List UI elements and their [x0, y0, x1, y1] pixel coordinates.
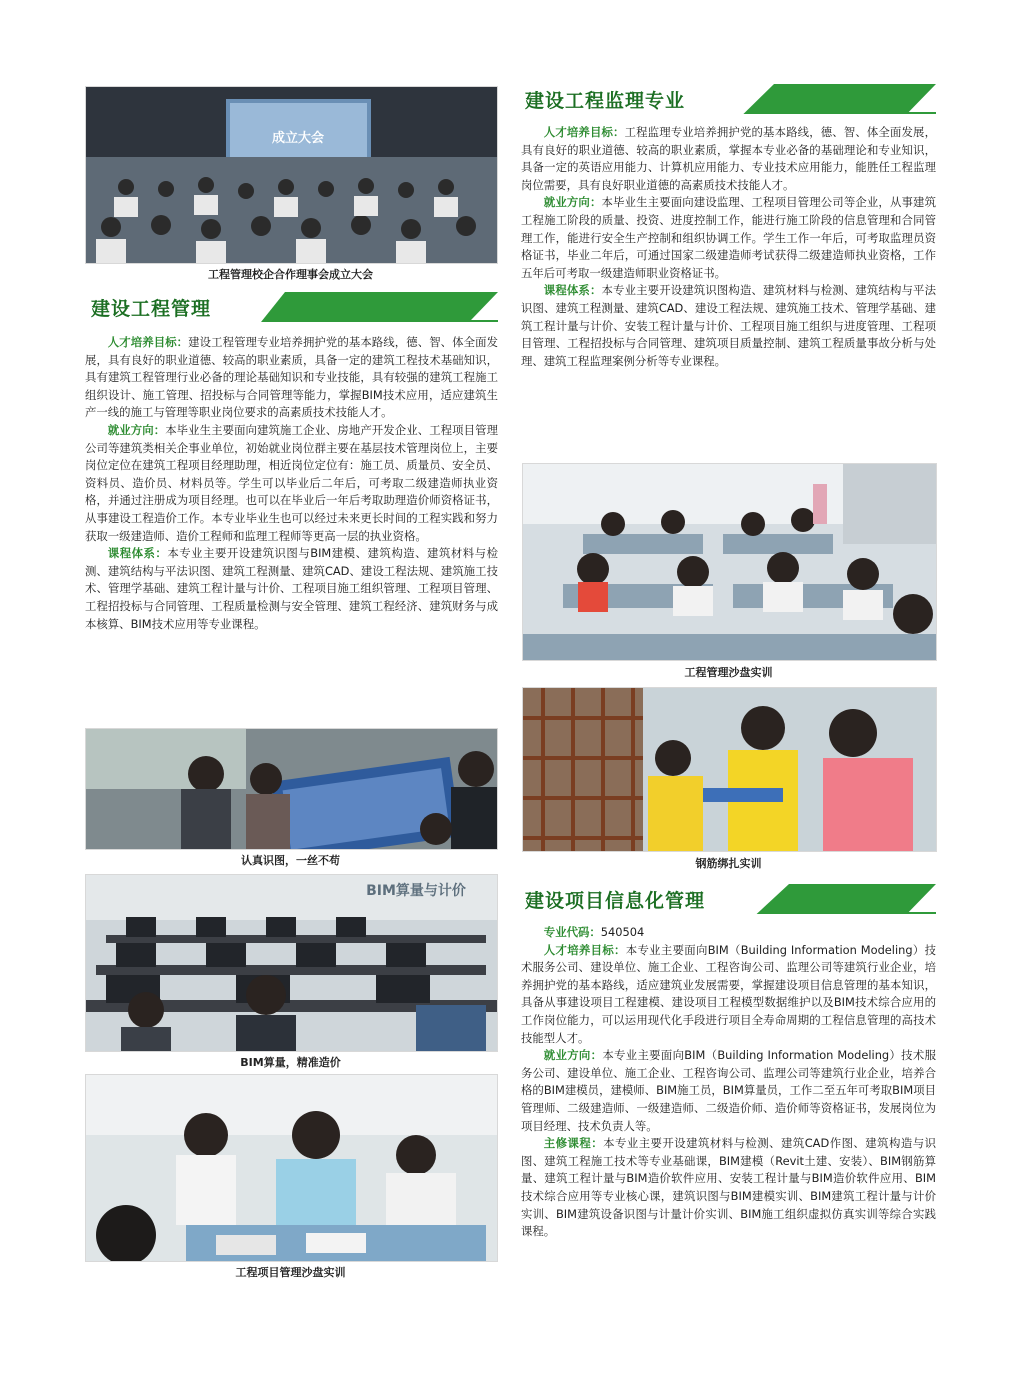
lab-wall-text: BIM算量与计价	[366, 883, 466, 899]
caption-eng-sandtable: 工程管理沙盘实训	[684, 666, 773, 679]
mgmt-job-text: 本毕业生主要面向建筑施工企业、房地产开发企业、工程项目管理公司等建筑类相关企事业单位，初始就业岗位群主要在基层技术管理岗位上，主要岗位定位在建筑工程项目经理助理，相近岗位定位有：施工员、质量员、安全员、资料员、造价员、材料员等。学生可以毕业后二年后，可考取二级建造师执业资格，并通过注册成为项目经理。也可以在毕业后一年后考取助理造价师资格证书，从事建设工程造价工作。本专业毕业生也可以经过未来更长时间的工程实践和努力获取一级建造师、造价工程师和监理工程师等更高一层的执业资格。	[85, 422, 498, 543]
photo-council-meeting	[85, 86, 498, 264]
section-header-info	[519, 884, 936, 914]
label-code: 专业代码：	[543, 925, 601, 939]
info-job-text: 本专业主要面向BIM（Building Information Modeling）技术服务公司、建设单位、施工企业、工程咨询公司、监理公司等建筑行业企业，培养合格的BIM建模员，建模师、BIM施工员，BIM算量员，工作二至五年可考取BIM项目管理师、二级建造师、一级建造师、二级造价师、造价师等资格证书，发展岗位为项目经理、技术负责人等。	[521, 1048, 936, 1133]
label-course: 课程体系：	[107, 546, 168, 561]
section-body-supervision	[521, 124, 936, 370]
caption-council-meeting: 工程管理校企合作理事会成立大会	[208, 268, 373, 281]
caption-bim-calc: BIM算量，精准造价	[240, 1056, 341, 1069]
photo-bim-lab	[85, 874, 498, 1052]
label-goal: 人才培养目标：	[543, 125, 625, 139]
label-course: 课程体系：	[543, 283, 602, 298]
info-course-text: 本专业主要开设建筑材料与检测、建筑CAD作图、建筑构造与识图、建筑工程施工技术等专业基础课，BIM建模（Revit土建、安装）、BIM钢筋算量、建筑工程计量与BIM造价软件应用、安装工程计量与BIM造价软件应用、BIM技术综合应用等专业核心课，建筑识图与BIM建模实训、BIM建筑工程计量与计价实训、BIM建筑设备识图与计量计价实训、BIM施工组织虚拟仿真实训等综合实践课程。	[521, 1136, 936, 1239]
section-body-mgmt	[85, 334, 498, 633]
label-goal: 人才培养目标：	[107, 335, 189, 349]
label-goal: 人才培养目标：	[543, 942, 626, 957]
photo-eng-sandtable	[522, 463, 937, 661]
caption-drawing-reading: 认真识图，一丝不苟	[241, 854, 340, 867]
caption-project-sandtable: 工程项目管理沙盘实训	[235, 1266, 346, 1279]
photo-drawing-reading	[85, 728, 498, 850]
label-course: 主修课程：	[543, 1136, 604, 1151]
supervision-course-text: 本专业主要开设建筑识图构造、建筑材料与检测、建筑结构与平法识图、建筑工程测量、建筑CAD、建设工程法规、建筑施工技术、管理学基础、建筑工程计量与计价、安装工程计量与计价、工程项目施工组织与进度管理、工程项目管理、工程招投标与合同管理、建筑项目质量控制、建筑工程质量事故分析与处理、建筑工程监理案例分析等专业课程。	[521, 283, 936, 368]
photo-rebar-training	[522, 687, 937, 852]
label-job: 就业方向：	[543, 1048, 603, 1063]
caption-rebar-training: 钢筋绑扎实训	[695, 857, 762, 870]
photo-project-sandtable	[85, 1074, 498, 1262]
section-body-info	[521, 924, 936, 1241]
section-header-supervision	[519, 84, 936, 114]
section-title-supervision: 建设工程监理专业	[525, 90, 686, 112]
label-job: 就业方向：	[543, 195, 602, 210]
info-goal-text: 本专业主要面向BIM（Building Information Modeling）技术服务公司、建设单位、施工企业、工程咨询公司、监理公司等建筑行业企业，培养拥护党的基本路线，适应建筑业发展需要，掌握建设项目信息管理的基本知识，具备从事建设项目工程建模、建设项目工程模型数据维护以及BIM技术综合应用的工作岗位能力，可以运用现代化手段进行项目全寿命周期的工程信息管理的高技术技能型人才。	[521, 942, 936, 1045]
section-title-info: 建设项目信息化管理	[525, 890, 706, 912]
section-title-mgmt: 建设工程管理	[91, 298, 212, 320]
section-header-mgmt	[85, 292, 498, 322]
mgmt-course-text: 本专业主要开设建筑识图与BIM建模、建筑构造、建筑材料与检测、建筑结构与平法识图、建筑工程测量、建筑CAD、建设工程法规、建筑施工技术、管理学基础、建筑工程计量与计价、工程项目施工组织管理、工程项目管理、工程招投标与合同管理、工程质量检测与安全管理、建筑工程经济、建筑财务与成本核算、BIM技术应用等专业课程。	[85, 546, 498, 631]
meeting-scene	[86, 87, 497, 263]
info-code: 540504	[600, 925, 645, 939]
supervision-job-text: 本毕业生主要面向建设监理、工程项目管理公司等企业，从事建筑工程施工阶段的质量、投资、进度控制工作，能进行施工阶段的信息管理和合同管理工作，能进行安全生产控制和组织协调工作。学生工作一年后，可考取监理员资格证书，毕业二年后，可通过国家二级建造师考试获得二级建造师执业资格，工作五年后可考取一级建造师职业资格证书。	[521, 195, 936, 280]
supervision-goal-text: 工程监理专业培养拥护党的基本路线，德、智、体全面发展，具有良好的职业道德、较高的职业素质，掌握本专业必备的基础理论和专业知识，具备一定的英语应用能力、计算机应用能力、专业技术应用能力，能胜任工程监理岗位需要，具有良好职业道德的高素质技术技能人才。	[521, 125, 936, 192]
label-job: 就业方向：	[107, 422, 166, 437]
screen-title: 成立大会	[271, 131, 325, 146]
mgmt-goal-text: 建设工程管理专业培养拥护党的基本路线，德、智、体全面发展，具有良好的职业道德、较高的职业素质，具备一定的建筑工程技术基础知识，具有建筑工程管理行业必备的理论基础知识和专业技能，具有较强的建筑工程施工组织设计、施工管理、招投标与合同管理等能力，掌握BIM技术应用，适应建筑生产一线的施工与管理等职业岗位要求的高素质技术技能人才。	[85, 335, 498, 420]
